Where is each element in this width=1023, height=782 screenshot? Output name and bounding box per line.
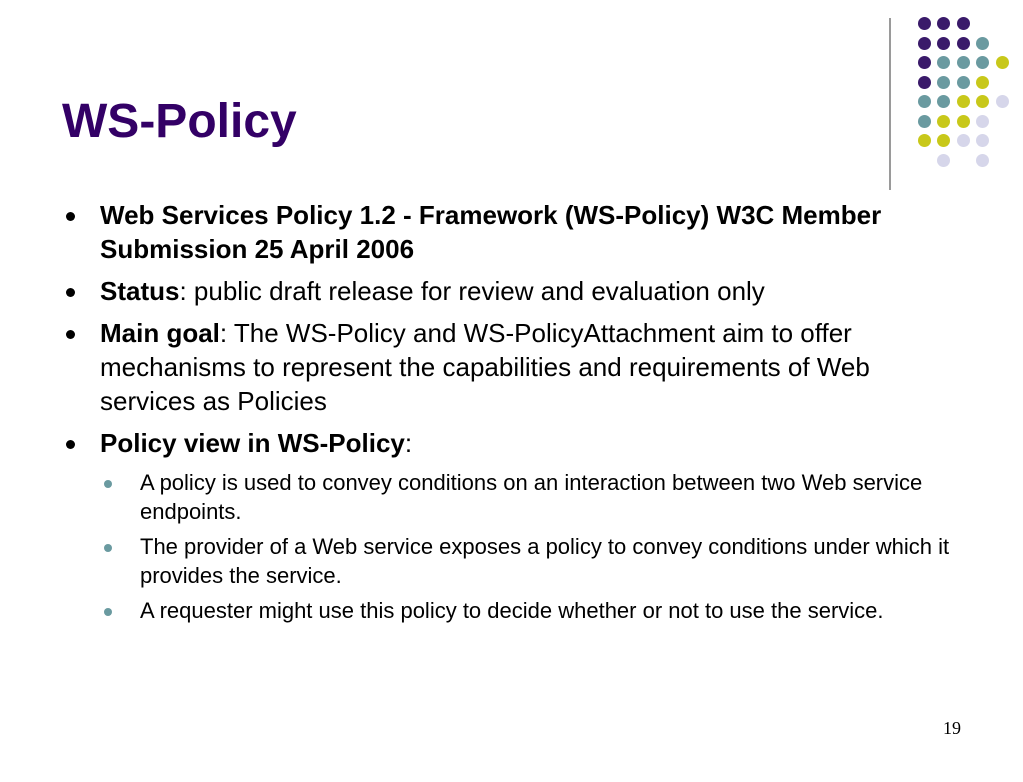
decorative-dot — [918, 95, 931, 108]
title-divider-line — [889, 18, 891, 190]
bullet-text: : The WS-Policy and WS-PolicyAttachment aim to offer mechanisms to represent the capabilities and requirements of Web services as Policies — [100, 318, 870, 416]
decorative-dot — [957, 17, 970, 30]
bullet-item — [60, 198, 970, 266]
bullet-dot-icon — [66, 330, 75, 339]
bullet-item — [60, 316, 970, 418]
bullet-bold-text: Status — [100, 276, 180, 306]
decorative-dot — [937, 76, 950, 89]
bullet-bold-text: Main goal — [100, 318, 220, 348]
decorative-dot — [918, 17, 931, 30]
decorative-dot — [996, 56, 1009, 69]
sub-bullet-item — [60, 596, 970, 625]
decorative-dot — [957, 76, 970, 89]
decorative-dot — [976, 95, 989, 108]
decorative-dot — [976, 115, 989, 128]
sub-bullet-dot-icon — [104, 544, 112, 552]
decorative-dot — [976, 76, 989, 89]
decorative-dot — [957, 134, 970, 147]
sub-bullet-dot-icon — [104, 480, 112, 488]
decorative-dot — [996, 95, 1009, 108]
decorative-dot — [937, 115, 950, 128]
decorative-dot — [957, 56, 970, 69]
bullet-text: : public draft release for review and evaluation only — [179, 276, 765, 306]
decorative-dot — [937, 56, 950, 69]
page-number: 19 — [943, 718, 961, 738]
decorative-dot — [957, 115, 970, 128]
decorative-dot — [937, 17, 950, 30]
bullet-dot-icon — [66, 440, 75, 449]
decorative-dot — [918, 115, 931, 128]
sub-bullet-text: A requester might use this policy to decide whether or not to use the service. — [140, 598, 884, 623]
sub-bullet-text: A policy is used to convey conditions on an interaction between two Web service endpoints. — [140, 470, 923, 524]
bullet-bold-text: Policy view in WS-Policy — [100, 428, 405, 458]
decorative-dot — [918, 37, 931, 50]
sub-bullet-item — [60, 532, 970, 590]
sub-bullet-item — [60, 468, 970, 526]
bullet-dot-icon — [66, 288, 75, 297]
decorative-dot — [976, 134, 989, 147]
decorative-dot — [937, 154, 950, 167]
decorative-dot — [976, 154, 989, 167]
decorative-dot — [918, 56, 931, 69]
bullet-dot-icon — [66, 212, 75, 221]
decorative-dot — [976, 37, 989, 50]
decorative-dot — [937, 37, 950, 50]
sub-bullet-dot-icon — [104, 608, 112, 616]
decorative-dot — [957, 95, 970, 108]
decorative-dot — [937, 134, 950, 147]
decorative-dot — [937, 95, 950, 108]
sub-bullet-text: The provider of a Web service exposes a policy to convey conditions under which it provides the service. — [140, 534, 950, 588]
decorative-dot — [957, 37, 970, 50]
bullet-text: : — [404, 428, 413, 458]
decorative-dot — [976, 56, 989, 69]
decorative-dot — [918, 134, 931, 147]
bullet-item — [60, 274, 970, 308]
decorative-dot — [918, 76, 931, 89]
slide-body — [60, 198, 970, 631]
bullet-item — [60, 426, 970, 460]
bullet-bold-text: Web Services Policy 1.2 - Framework (WS-Policy) W3C Member Submission 25 April 2006 — [100, 200, 882, 264]
slide-title: WS-Policy — [62, 95, 297, 148]
